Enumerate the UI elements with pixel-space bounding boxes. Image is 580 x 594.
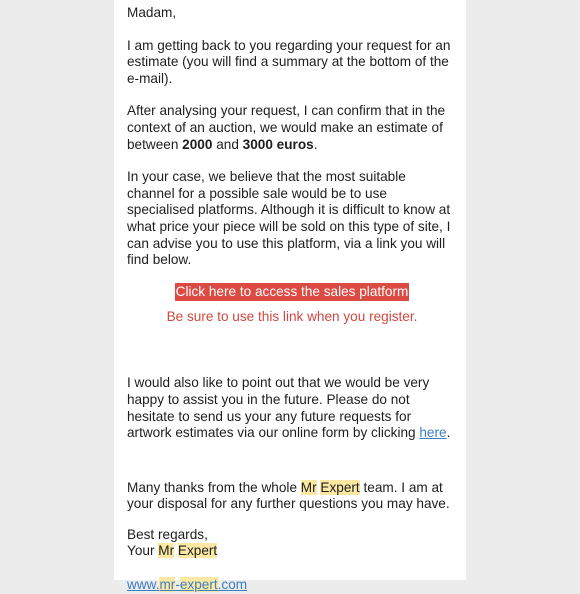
email-page — [114, 0, 466, 593]
estimate-amount-low: 2000 — [182, 136, 213, 152]
estimate-text: After analysing your request, I can confirm that in the context of an auction, we would make an estimate of between — [127, 103, 446, 152]
greeting: Madam, — [127, 5, 177, 20]
signature — [127, 543, 457, 560]
online-form-link[interactable]: here — [419, 425, 447, 441]
sales-platform-link-button[interactable]: Click here to access the sales platform — [175, 283, 409, 299]
website-part-highlight: expert — [179, 577, 218, 593]
brand-highlight-mr: Mr — [300, 479, 317, 495]
signature-prefix: Your — [127, 543, 159, 559]
website-part: .com — [217, 577, 248, 593]
website-link[interactable] — [127, 577, 247, 592]
paragraph-future — [127, 375, 457, 441]
thanks-text: Many thanks from the whole — [127, 479, 301, 495]
future-text-end: . — [446, 425, 451, 441]
future-text: I would also like to point out that we would be very happy to assist you in the future. Please do not hesitate to send us your any future requests for artwork estimates via our online form by clicking — [127, 375, 430, 441]
paragraph-thanks — [127, 480, 457, 513]
estimate-text-end: . — [313, 136, 318, 152]
estimate-amount-high: 3000 euros — [242, 136, 314, 152]
paragraph-platform: In your case, we believe that the most suitable channel for a possible sale would be to use specialised platforms. Although it is difficult to know at what price your piece will be sold on this type of site, I can advise you to use this platform, via a link you will find below. — [127, 169, 451, 268]
register-warning: Be sure to use this link when you register. — [166, 308, 418, 324]
paragraph-estimate — [127, 103, 457, 153]
paragraph-request: I am getting back to you regarding your request for an estimate (you will find a summary at the bottom of the e-mail). — [127, 37, 451, 86]
brand-highlight-expert: Expert — [320, 479, 360, 495]
signature-brand-mr: Mr — [158, 543, 175, 559]
signature-brand-expert: Expert — [177, 543, 218, 559]
thanks-text-end: team. I am at your disposal for any further questions you may have. — [127, 479, 450, 512]
website-part-highlight: mr — [159, 577, 176, 593]
estimate-text-and: and — [212, 136, 243, 152]
cta-container — [127, 283, 457, 301]
website-part: www. — [127, 577, 160, 593]
website-line — [127, 577, 457, 594]
closing: Best regards, — [127, 526, 208, 542]
email-body — [127, 5, 457, 594]
website-part: - — [175, 577, 180, 593]
signature-block — [127, 527, 457, 560]
